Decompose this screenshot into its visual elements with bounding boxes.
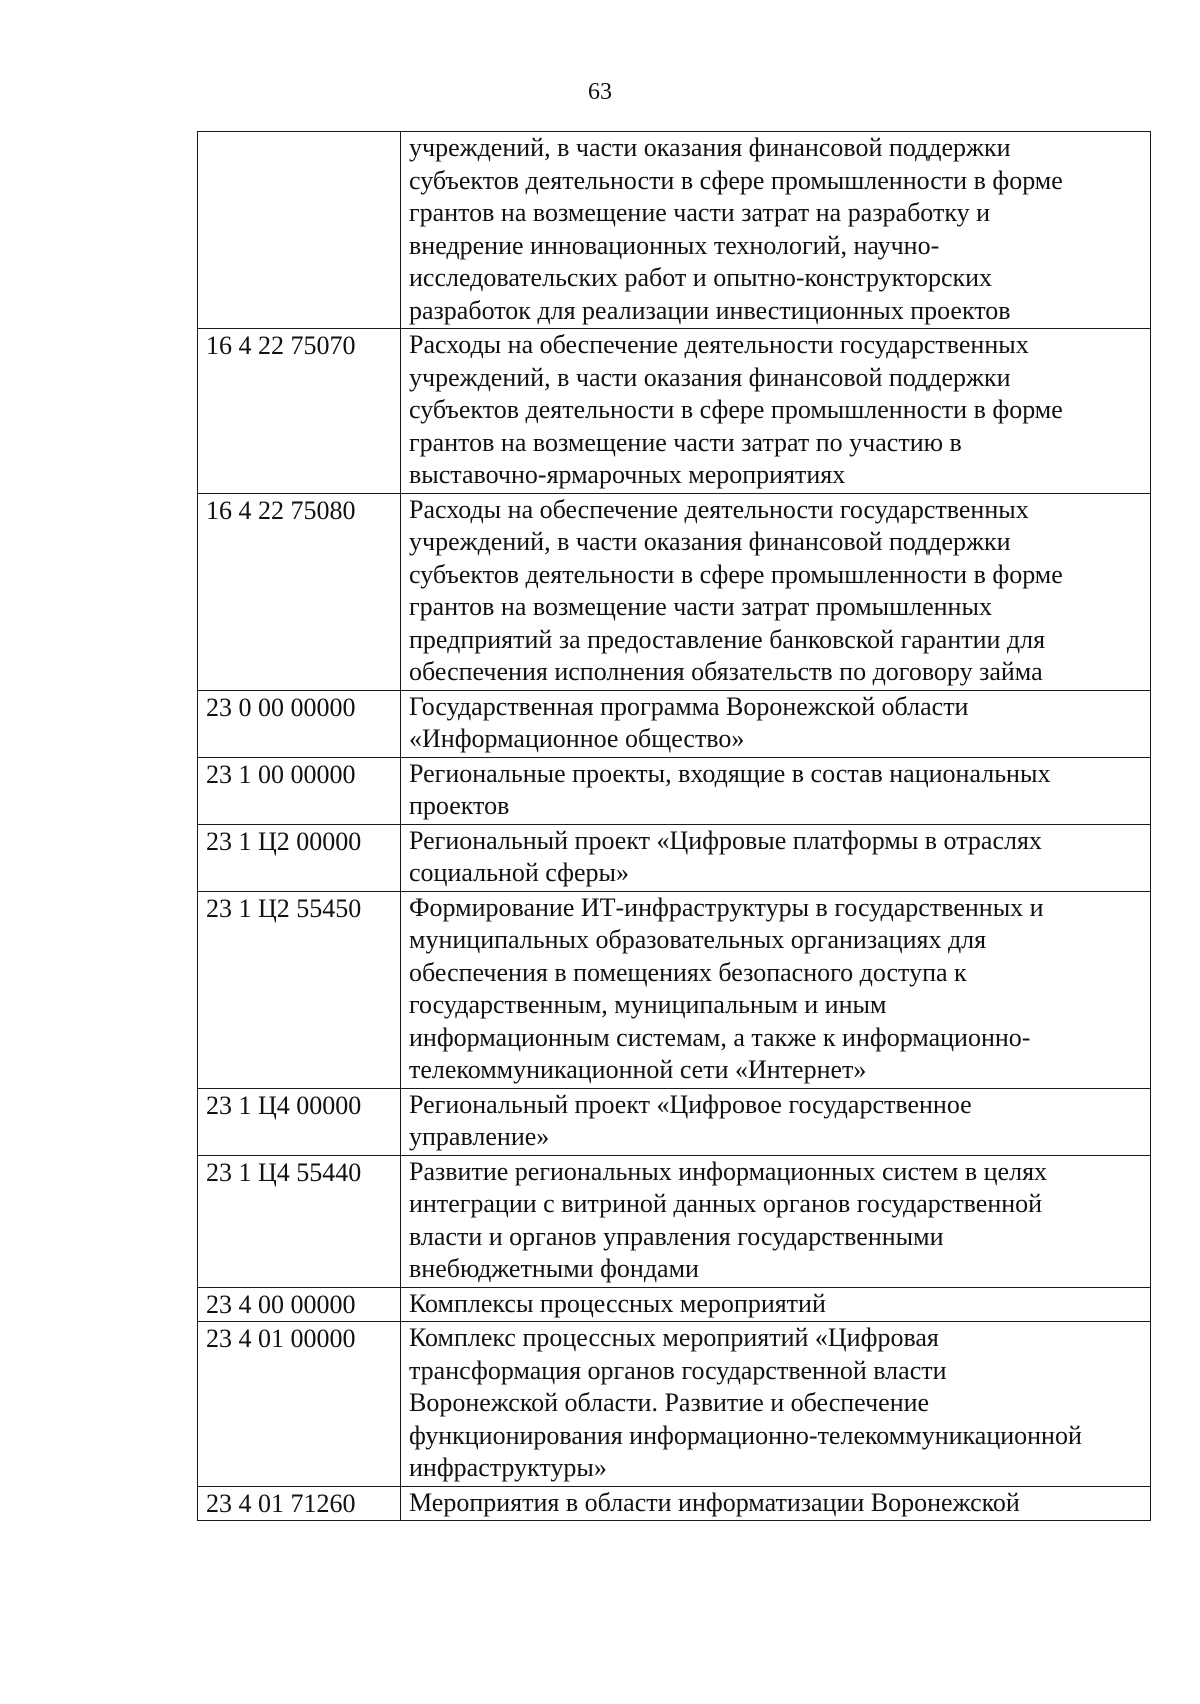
description-line: Комплексы процессных мероприятий	[409, 1288, 826, 1318]
description-line: учреждений, в части оказания финансовой поддержки	[409, 133, 1011, 162]
code-cell: 23 1 00 00000	[198, 757, 401, 824]
code-cell: 23 4 00 00000	[198, 1287, 401, 1322]
description-line: грантов на возмещение части затрат на разработку и	[409, 198, 991, 227]
description-cell	[401, 1088, 1151, 1155]
code-cell: 16 4 22 75070	[198, 329, 401, 494]
description-cell	[401, 329, 1151, 494]
description-line: грантов на возмещение части затрат по участию в	[409, 427, 962, 457]
description-cell	[401, 891, 1151, 1088]
code-cell: 23 4 01 00000	[198, 1322, 401, 1487]
budget-classification-table	[197, 131, 1151, 1521]
description-line: информационным системам, а также к информационно-	[409, 1022, 1031, 1052]
description-cell	[401, 1322, 1151, 1487]
code-cell: 23 1 Ц4 55440	[198, 1155, 401, 1287]
description-line: интеграции с витриной данных органов государственной	[409, 1189, 1043, 1218]
page-number: 63	[588, 79, 612, 105]
description-line: трансформация органов государственной власти	[409, 1355, 947, 1385]
description-line: учреждений, в части оказания финансовой поддержки	[409, 527, 1011, 556]
description-line: инфраструктуры»	[409, 1453, 607, 1482]
description-line: внедрение инновационных технологий, научно-	[409, 230, 940, 260]
description-cell	[401, 1486, 1151, 1521]
description-line: субъектов деятельности в сфере промышленности в форме	[409, 559, 1063, 589]
description-line: Воронежской области. Развитие и обеспечение	[409, 1388, 930, 1417]
table-row	[198, 1088, 1151, 1155]
description-line: власти и органов управления государственными	[409, 1221, 944, 1251]
table-row	[198, 690, 1151, 757]
description-line: муниципальных образовательных организациях для	[409, 925, 987, 954]
description-line: управление»	[409, 1122, 550, 1151]
description-line: Региональный проект «Цифровое государственное	[409, 1089, 972, 1119]
table-row	[198, 1287, 1151, 1322]
description-line: телекоммуникационной сети «Интернет»	[409, 1055, 867, 1084]
description-line: проектов	[409, 791, 510, 820]
description-cell	[401, 1287, 1151, 1322]
table-row	[198, 1322, 1151, 1487]
description-line: внебюджетными фондами	[409, 1254, 699, 1283]
code-cell: 23 1 Ц2 00000	[198, 824, 401, 891]
code-cell: 23 0 00 00000	[198, 690, 401, 757]
description-line: Региональные проекты, входящие в состав национальных	[409, 758, 1051, 788]
description-line: субъектов деятельности в сфере промышленности в форме	[409, 165, 1063, 195]
description-line: грантов на возмещение части затрат промышленных	[409, 592, 992, 621]
description-cell	[401, 1155, 1151, 1287]
description-cell	[401, 690, 1151, 757]
description-line: исследовательских работ и опытно-конструкторских	[409, 263, 993, 292]
description-line: учреждений, в части оказания финансовой поддержки	[409, 362, 1011, 392]
table-row	[198, 891, 1151, 1088]
description-line: Комплекс процессных мероприятий «Цифровая	[409, 1323, 939, 1352]
description-line: функционирования информационно-телекоммуникационной	[409, 1420, 1082, 1450]
description-cell	[401, 493, 1151, 690]
description-line: обеспечения исполнения обязательств по договору займа	[409, 657, 1043, 686]
table-row	[198, 824, 1151, 891]
table-row	[198, 757, 1151, 824]
description-line: государственным, муниципальным и иным	[409, 990, 887, 1019]
description-line: предприятий за предоставление банковской гарантии для	[409, 624, 1046, 654]
description-line: обеспечения в помещениях безопасного доступа к	[409, 957, 967, 987]
description-line: Расходы на обеспечение деятельности государственных	[409, 330, 1029, 359]
table-row	[198, 329, 1151, 494]
description-line: Государственная программа Воронежской области	[409, 691, 969, 721]
description-line: Региональный проект «Цифровые платформы в отраслях	[409, 825, 1042, 855]
table-row	[198, 493, 1151, 690]
description-cell	[401, 757, 1151, 824]
code-cell: 16 4 22 75080	[198, 493, 401, 690]
code-cell: 23 4 01 71260	[198, 1486, 401, 1521]
table-body	[198, 132, 1151, 1521]
description-line: Расходы на обеспечение деятельности государственных	[409, 494, 1029, 524]
table-row	[198, 1155, 1151, 1287]
description-line: Формирование ИТ-инфраструктуры в государственных и	[409, 892, 1044, 922]
description-line: выставочно-ярмарочных мероприятиях	[409, 460, 846, 489]
description-line: социальной сферы»	[409, 858, 630, 887]
table-row	[198, 1486, 1151, 1521]
description-line: Мероприятия в области информатизации Воронежской	[409, 1487, 1020, 1517]
description-cell	[401, 824, 1151, 891]
description-cell	[401, 132, 1151, 329]
table-row	[198, 132, 1151, 329]
description-line: «Информационное общество»	[409, 724, 745, 753]
code-cell: 23 1 Ц4 00000	[198, 1088, 401, 1155]
description-line: субъектов деятельности в сфере промышленности в форме	[409, 395, 1063, 424]
description-line: разработок для реализации инвестиционных проектов	[409, 295, 1011, 325]
code-cell	[198, 132, 401, 329]
code-cell: 23 1 Ц2 55450	[198, 891, 401, 1088]
description-line: Развитие региональных информационных систем в целях	[409, 1156, 1048, 1186]
